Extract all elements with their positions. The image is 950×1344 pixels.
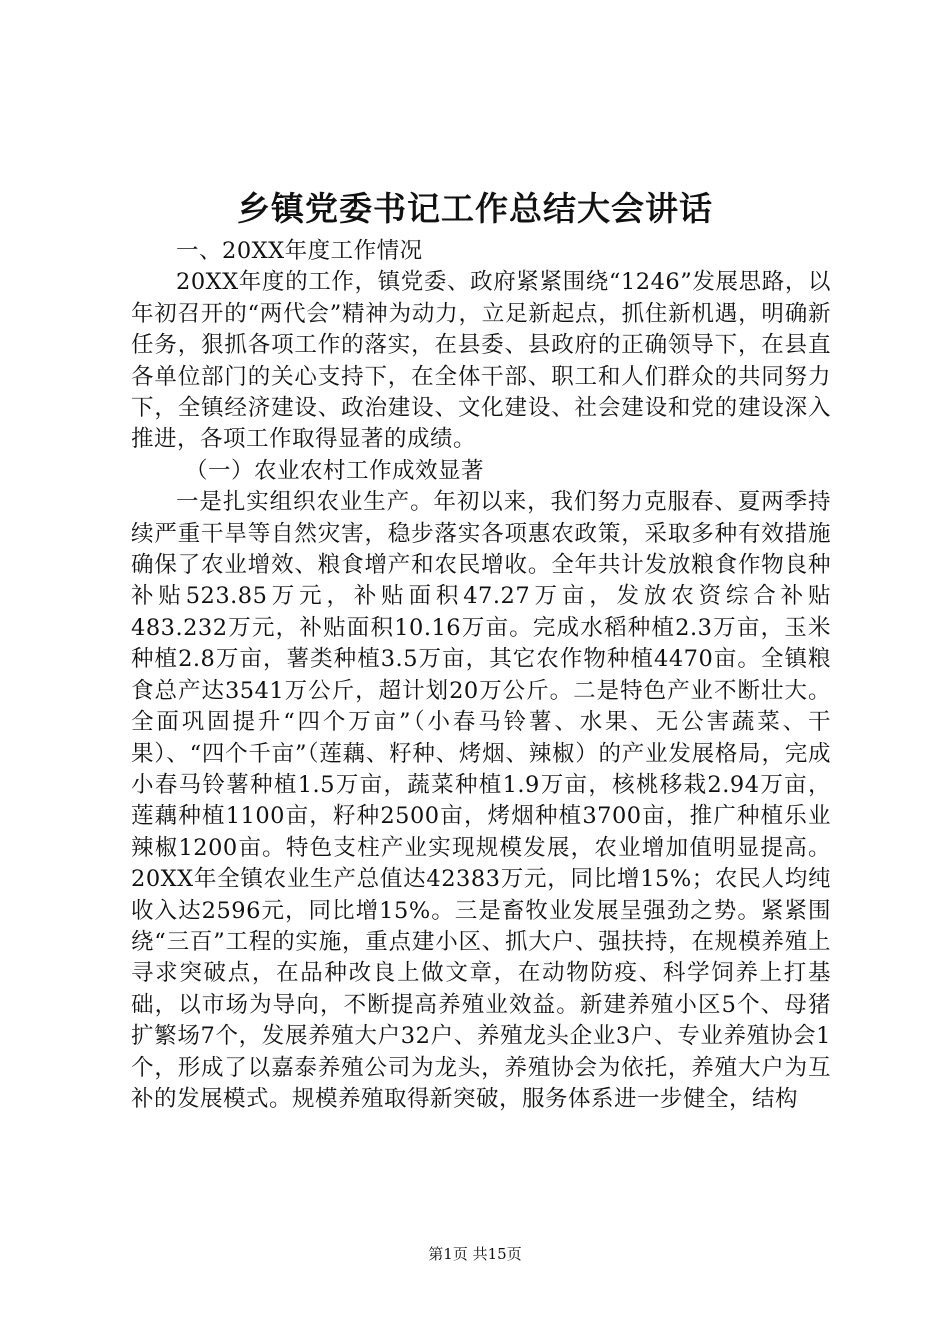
page-footer: 第1页 共15页 bbox=[428, 1245, 522, 1263]
body-paragraph: 20XX年度的工作，镇党委、政府紧紧围绕“1246”发展思路，以年初召开的“两代会”精神为动力，立足新起点，抓住新机遇，明确新任务，狠抓各项工作的落实，在县委、县政府的正确领导下，在县直各单位部门的关心支持下，在全体干部、职工和人们群众的共同努力下，全镇经济建设、政治建设、文化建设、社会建设和党的建设深入推进，各项工作取得显著的成绩。 bbox=[131, 269, 831, 453]
subsection-heading: （一）农业农村工作成效显著 bbox=[185, 457, 485, 484]
document-title: 乡镇党委书记工作总结大会讲话 bbox=[237, 189, 713, 228]
section-heading: 一、20XX年度工作情况 bbox=[176, 238, 423, 264]
body-paragraph: 一是扎实组织农业生产。年初以来，我们努力克服春、夏两季持续严重干旱等自然灾害，稳步落实各项惠农政策，采取多种有效措施确保了农业增效、粮食增产和农民增收。全年共计发放粮食作物良种补贴523.85万元，补贴面积47.27万亩，发放农资综合补贴483.232万元，补贴面积10.16万亩。完成水稻种植2.3万亩，玉米种植2.8万亩，薯类种植3.5万亩，其它农作物种植4470亩。全镇粮食总产达3541万公斤，超计划20万公斤。二是特色产业不断壮大。全面巩固提升“四个万亩”（小春马铃薯、水果、无公害蔬菜、干果）、“四个千亩”（莲藕、籽种、烤烟、辣椒）的产业发展格局，完成小春马铃薯种植1.5万亩，蔬菜种植1.9万亩，核桃移栽2.94万亩，莲藕种植1100亩，籽种2500亩，烤烟种植3700亩，推广种植乐业辣椒1200亩。特色支柱产业实现规模发展，农业增加值明显提高。20XX年全镇农业生产总值达42383万元，同比增15%；农民人均纯收入达2596元，同比增15%。三是畜牧业发展呈强劲之势。紧紧围绕“三百”工程的实施，重点建小区、抓大户、强扶持，在规模养殖上寻求突破点，在品种改良上做文章，在动物防疫、科学饲养上打基础，以市场为导向，不断提高养殖业效益。新建养殖小区5个、母猪扩繁场7个，发展养殖大户32户、养殖龙头企业3户、专业养殖协会1个，形成了以嘉泰养殖公司为龙头，养殖协会为依托，养殖大户为互补的发展模式。规模养殖取得新突破，服务体系进一步健全，结构 bbox=[131, 489, 831, 1112]
document-body bbox=[131, 236, 831, 1115]
